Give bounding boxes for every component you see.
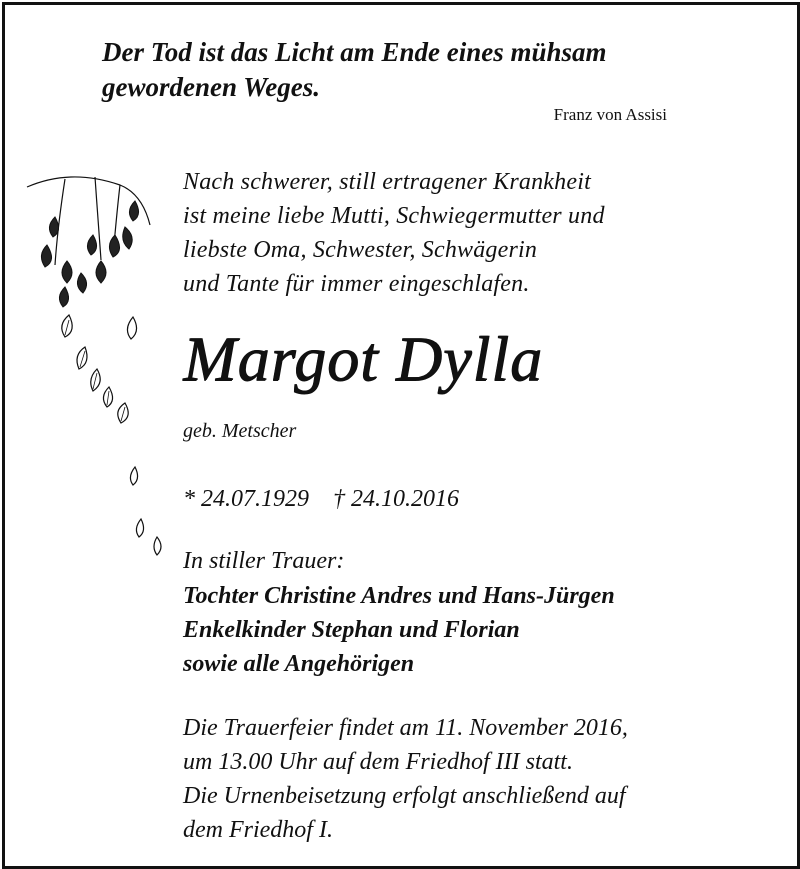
deceased-name: Margot Dylla <box>183 323 543 394</box>
intro-line: und Tante für immer eingeschlafen. <box>183 271 530 297</box>
mourner-line: Tochter Christine Andres und Hans-Jürgen <box>183 583 615 609</box>
mourners-list <box>183 579 763 681</box>
life-dates: * 24.07.1929 † 24.10.2016 <box>183 486 459 512</box>
epigraph-quote <box>102 35 742 105</box>
mourning-label: In stiller Trauer: <box>183 548 345 574</box>
funeral-line: Die Urnenbeisetzung erfolgt anschließend auf <box>183 783 626 809</box>
intro-line: ist meine liebe Mutti, Schwiegermutter und <box>183 203 605 229</box>
intro-text <box>183 165 743 301</box>
funeral-line: um 13.00 Uhr auf dem Friedhof III statt. <box>183 749 573 775</box>
intro-line: liebste Oma, Schwester, Schwägerin <box>183 237 538 263</box>
quote-line: Der Tod ist das Licht am Ende eines mühsam <box>102 37 607 67</box>
funeral-info <box>183 711 763 847</box>
mourner-line: sowie alle Angehörigen <box>183 651 415 677</box>
funeral-line: dem Friedhof I. <box>183 817 333 843</box>
obituary-frame <box>2 2 800 869</box>
intro-line: Nach schwerer, still ertragener Krankheit <box>183 169 591 195</box>
funeral-line: Die Trauerfeier findet am 11. November 2016, <box>183 715 628 741</box>
birch-branch-icon <box>25 165 175 565</box>
mourner-line: Enkelkinder Stephan und Florian <box>183 617 520 643</box>
maiden-name: geb. Metscher <box>183 420 297 442</box>
quote-line: gewordenen Weges. <box>102 72 320 102</box>
quote-author: Franz von Assisi <box>553 105 667 124</box>
